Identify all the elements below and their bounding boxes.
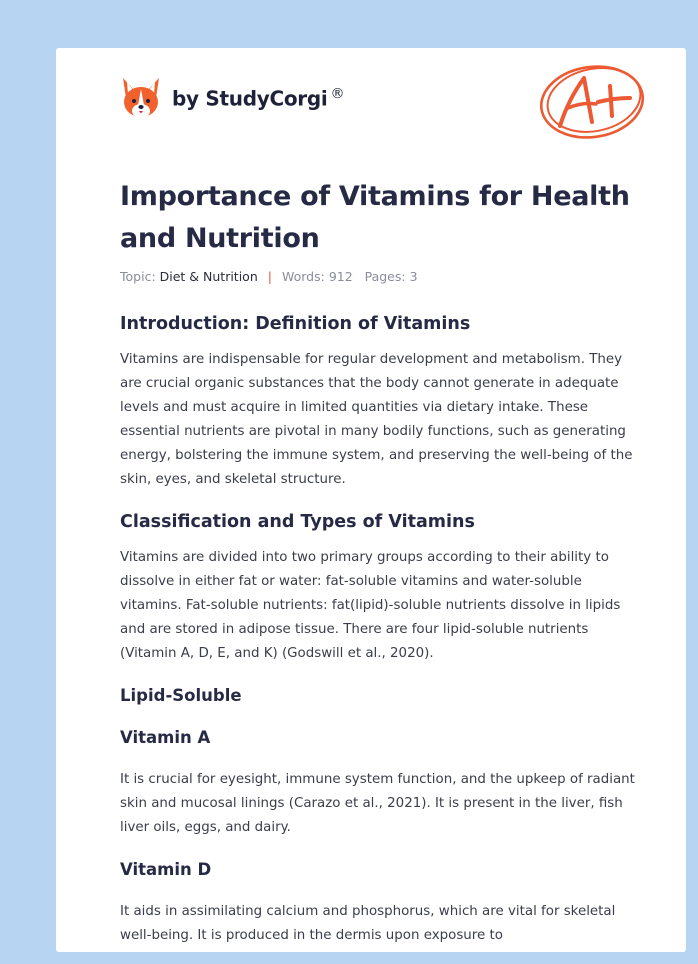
- paragraph-vitamin-a: It is crucial for eyesight, immune system function, and the upkeep of radiant skin and mucosal linings (Carazo et al., 2021). It is present in the liver, fish liver oils, eggs, and dairy.: [120, 772, 635, 835]
- document-page: [56, 48, 686, 952]
- brand-name: by StudyCorgi ®: [172, 85, 345, 111]
- document-meta: [120, 269, 418, 284]
- a-plus-grade-icon: [538, 60, 650, 144]
- document-body: [120, 304, 640, 948]
- paragraph-vitamin-d: It aids in assimilating calcium and phosphorus, which are vital for skeletal well-being. It is produced in the dermis upon exposure to: [120, 904, 616, 943]
- section-heading-vitamin-d: Vitamin D: [120, 860, 212, 879]
- section-heading-lipid-soluble: Lipid-Soluble: [120, 686, 242, 705]
- corgi-logo-icon: [120, 76, 162, 120]
- grade-badge: [538, 60, 650, 148]
- section-heading-introduction: Introduction: Definition of Vitamins: [120, 314, 471, 334]
- registered-mark: ®: [330, 85, 345, 102]
- document-title: Importance of Vitamins for Health and Nutrition: [120, 181, 630, 254]
- section-heading-vitamin-a: Vitamin A: [120, 728, 211, 747]
- topic-label: Topic:: [120, 269, 156, 284]
- paragraph-introduction: Vitamins are indispensable for regular development and metabolism. They are crucial organic substances that the body cannot generate in adequate levels and must acquire in limited quantities via dietary intake. These essential nutrients are pivotal in many bodily functions, such as generating energy, bolstering the immune system, and preserving the well-being of the skin, eyes, and skeletal structure.: [120, 352, 633, 487]
- brand-header[interactable]: [120, 76, 344, 120]
- words-label: Words:: [281, 269, 325, 284]
- topic-link[interactable]: Diet & Nutrition: [159, 269, 258, 284]
- pages-label: Pages:: [364, 269, 406, 284]
- words-count: 912: [328, 269, 353, 284]
- meta-separator: |: [267, 269, 272, 284]
- section-heading-classification: Classification and Types of Vitamins: [120, 512, 475, 532]
- paragraph-classification: Vitamins are divided into two primary groups according to their ability to dissolve in either fat or water: fat-soluble vitamins and water-soluble vitamins. Fat-soluble nutrients: fat(lipid)-soluble nutrients dissolve in lipids and are stored in adipose tissue. There are four lipid-soluble nutrients (Vitamin A, D, E, and K) (Godswill et al., 2020).: [120, 550, 621, 661]
- pages-count: 3: [409, 269, 418, 284]
